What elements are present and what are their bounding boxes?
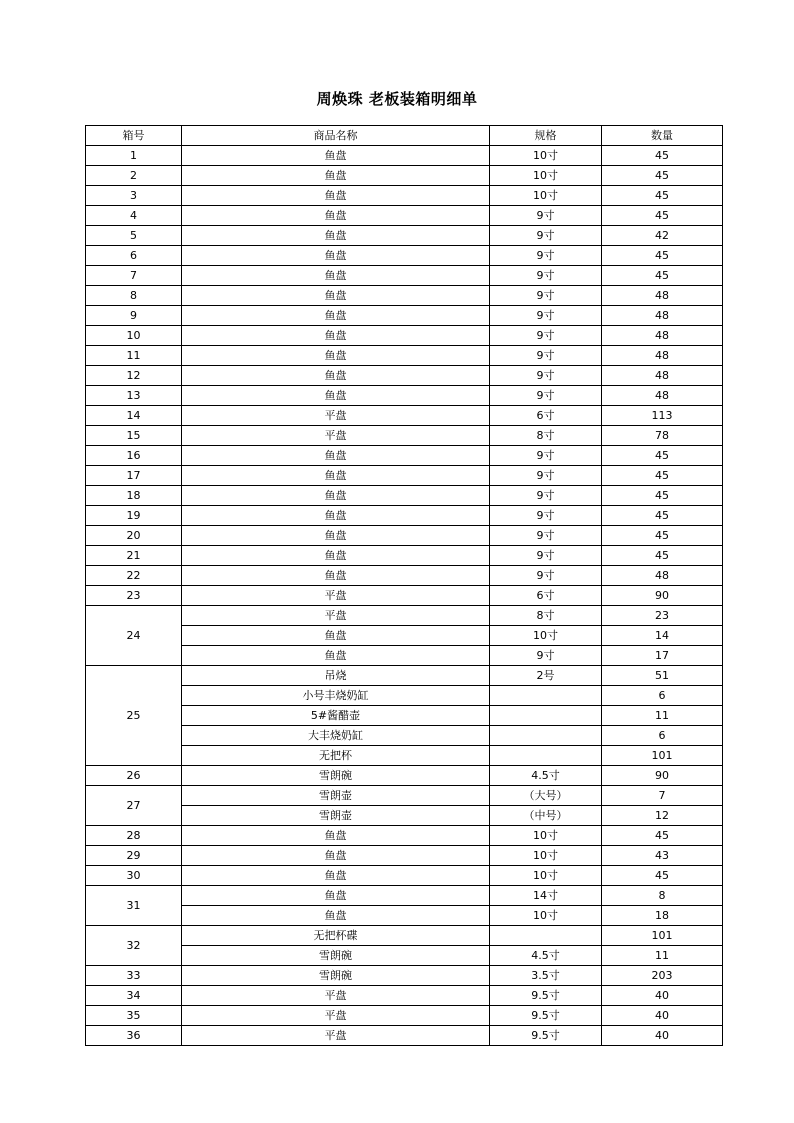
spec-cell: 8寸 <box>490 606 602 626</box>
quantity-cell: 40 <box>602 1006 723 1026</box>
quantity-cell: 90 <box>602 586 723 606</box>
table-row <box>86 906 723 926</box>
box-number-cell: 28 <box>86 826 182 846</box>
box-number-cell: 6 <box>86 246 182 266</box>
box-number-cell: 9 <box>86 306 182 326</box>
product-name-cell: 平盘 <box>182 986 490 1006</box>
table-row <box>86 586 723 606</box>
product-name-cell: 鱼盘 <box>182 386 490 406</box>
table-row <box>86 526 723 546</box>
quantity-cell: 18 <box>602 906 723 926</box>
box-number-cell: 16 <box>86 446 182 466</box>
product-name-cell: 鱼盘 <box>182 486 490 506</box>
product-name-cell: 无把杯 <box>182 746 490 766</box>
table-row <box>86 186 723 206</box>
table-row <box>86 626 723 646</box>
product-name-cell: 大丰烧奶缸 <box>182 726 490 746</box>
box-number-cell: 8 <box>86 286 182 306</box>
box-number-cell: 24 <box>86 606 182 666</box>
product-name-cell: 鱼盘 <box>182 526 490 546</box>
product-name-cell: 雪朗碗 <box>182 966 490 986</box>
box-number-cell: 21 <box>86 546 182 566</box>
quantity-cell: 101 <box>602 926 723 946</box>
table-row <box>86 666 723 686</box>
box-number-cell: 32 <box>86 926 182 966</box>
box-number-cell: 3 <box>86 186 182 206</box>
product-name-cell: 鱼盘 <box>182 206 490 226</box>
product-name-cell: 平盘 <box>182 1006 490 1026</box>
box-number-cell: 26 <box>86 766 182 786</box>
product-name-cell: 鱼盘 <box>182 226 490 246</box>
spec-cell: （中号） <box>490 806 602 826</box>
product-name-cell: 鱼盘 <box>182 506 490 526</box>
spec-cell: 9寸 <box>490 226 602 246</box>
quantity-cell: 12 <box>602 806 723 826</box>
box-number-cell: 10 <box>86 326 182 346</box>
spec-cell: 9寸 <box>490 546 602 566</box>
box-number-cell: 12 <box>86 366 182 386</box>
spec-cell: 9寸 <box>490 206 602 226</box>
table-row <box>86 426 723 446</box>
spec-cell: 9寸 <box>490 566 602 586</box>
spec-cell: 10寸 <box>490 186 602 206</box>
table-row <box>86 1026 723 1046</box>
spec-cell: 9寸 <box>490 306 602 326</box>
table-row <box>86 326 723 346</box>
spec-cell: 4.5寸 <box>490 766 602 786</box>
quantity-cell: 45 <box>602 466 723 486</box>
product-name-cell: 鱼盘 <box>182 466 490 486</box>
spec-cell: 9寸 <box>490 386 602 406</box>
product-name-cell: 无把杯碟 <box>182 926 490 946</box>
quantity-cell: 101 <box>602 746 723 766</box>
quantity-cell: 45 <box>602 826 723 846</box>
box-number-cell: 2 <box>86 166 182 186</box>
spec-cell: 9.5寸 <box>490 1026 602 1046</box>
table-body <box>86 146 723 1046</box>
spec-cell <box>490 926 602 946</box>
spec-cell: 9寸 <box>490 646 602 666</box>
box-number-cell: 30 <box>86 866 182 886</box>
quantity-cell: 45 <box>602 206 723 226</box>
quantity-cell: 40 <box>602 1026 723 1046</box>
product-name-cell: 鱼盘 <box>182 286 490 306</box>
quantity-cell: 6 <box>602 686 723 706</box>
table-row <box>86 346 723 366</box>
quantity-cell: 45 <box>602 146 723 166</box>
table-row <box>86 726 723 746</box>
product-name-cell: 鱼盘 <box>182 306 490 326</box>
quantity-cell: 14 <box>602 626 723 646</box>
product-name-cell: 雪朗壶 <box>182 806 490 826</box>
quantity-cell: 11 <box>602 946 723 966</box>
quantity-cell: 48 <box>602 306 723 326</box>
spec-cell <box>490 686 602 706</box>
table-row <box>86 166 723 186</box>
table-row <box>86 766 723 786</box>
product-name-cell: 平盘 <box>182 1026 490 1046</box>
spec-cell: 9寸 <box>490 266 602 286</box>
product-name-cell: 鱼盘 <box>182 446 490 466</box>
quantity-cell: 48 <box>602 326 723 346</box>
product-name-cell: 鱼盘 <box>182 866 490 886</box>
box-number-cell: 18 <box>86 486 182 506</box>
table-row <box>86 386 723 406</box>
spec-cell: 9.5寸 <box>490 986 602 1006</box>
spec-cell: 2号 <box>490 666 602 686</box>
quantity-cell: 43 <box>602 846 723 866</box>
spec-cell <box>490 706 602 726</box>
quantity-cell: 45 <box>602 486 723 506</box>
box-number-cell: 15 <box>86 426 182 446</box>
quantity-cell: 45 <box>602 446 723 466</box>
quantity-cell: 45 <box>602 866 723 886</box>
table-row <box>86 466 723 486</box>
product-name-cell: 鱼盘 <box>182 546 490 566</box>
box-number-cell: 5 <box>86 226 182 246</box>
spec-cell: 14寸 <box>490 886 602 906</box>
product-name-cell: 鱼盘 <box>182 906 490 926</box>
table-row <box>86 566 723 586</box>
box-number-cell: 14 <box>86 406 182 426</box>
quantity-cell: 7 <box>602 786 723 806</box>
table-row <box>86 366 723 386</box>
header-quantity: 数量 <box>602 126 723 146</box>
table-row <box>86 926 723 946</box>
spec-cell: 10寸 <box>490 626 602 646</box>
quantity-cell: 45 <box>602 166 723 186</box>
quantity-cell: 45 <box>602 246 723 266</box>
spec-cell: （大号） <box>490 786 602 806</box>
spec-cell: 8寸 <box>490 426 602 446</box>
quantity-cell: 45 <box>602 266 723 286</box>
product-name-cell: 鱼盘 <box>182 146 490 166</box>
table-row <box>86 986 723 1006</box>
spec-cell: 9寸 <box>490 366 602 386</box>
product-name-cell: 鱼盘 <box>182 566 490 586</box>
spec-cell: 9寸 <box>490 286 602 306</box>
quantity-cell: 45 <box>602 546 723 566</box>
table-row <box>86 306 723 326</box>
table-row <box>86 826 723 846</box>
quantity-cell: 48 <box>602 366 723 386</box>
box-number-cell: 17 <box>86 466 182 486</box>
quantity-cell: 203 <box>602 966 723 986</box>
spec-cell: 9寸 <box>490 246 602 266</box>
spec-cell: 9寸 <box>490 446 602 466</box>
table-row <box>86 246 723 266</box>
table-row <box>86 686 723 706</box>
box-number-cell: 23 <box>86 586 182 606</box>
product-name-cell: 平盘 <box>182 606 490 626</box>
header-product-name: 商品名称 <box>182 126 490 146</box>
box-number-cell: 25 <box>86 666 182 766</box>
product-name-cell: 鱼盘 <box>182 326 490 346</box>
table-row <box>86 646 723 666</box>
quantity-cell: 48 <box>602 386 723 406</box>
box-number-cell: 35 <box>86 1006 182 1026</box>
quantity-cell: 42 <box>602 226 723 246</box>
product-name-cell: 鱼盘 <box>182 646 490 666</box>
product-name-cell: 鱼盘 <box>182 346 490 366</box>
product-name-cell: 鱼盘 <box>182 166 490 186</box>
table-row <box>86 946 723 966</box>
spec-cell: 9寸 <box>490 506 602 526</box>
spec-cell: 10寸 <box>490 906 602 926</box>
spec-cell: 9寸 <box>490 486 602 506</box>
product-name-cell: 鱼盘 <box>182 886 490 906</box>
box-number-cell: 29 <box>86 846 182 866</box>
product-name-cell: 鱼盘 <box>182 366 490 386</box>
table-row <box>86 886 723 906</box>
product-name-cell: 鱼盘 <box>182 846 490 866</box>
spec-cell: 9寸 <box>490 466 602 486</box>
product-name-cell: 鱼盘 <box>182 826 490 846</box>
table-row <box>86 1006 723 1026</box>
table-row <box>86 966 723 986</box>
quantity-cell: 78 <box>602 426 723 446</box>
box-number-cell: 34 <box>86 986 182 1006</box>
product-name-cell: 雪朗壶 <box>182 786 490 806</box>
spec-cell: 4.5寸 <box>490 946 602 966</box>
quantity-cell: 23 <box>602 606 723 626</box>
product-name-cell: 鱼盘 <box>182 246 490 266</box>
box-number-cell: 11 <box>86 346 182 366</box>
quantity-cell: 17 <box>602 646 723 666</box>
spec-cell: 6寸 <box>490 406 602 426</box>
table-row <box>86 606 723 626</box>
box-number-cell: 20 <box>86 526 182 546</box>
spec-cell: 9寸 <box>490 346 602 366</box>
header-spec: 规格 <box>490 126 602 146</box>
product-name-cell: 小号丰烧奶缸 <box>182 686 490 706</box>
table-row <box>86 746 723 766</box>
table-header-row <box>86 126 723 146</box>
product-name-cell: 鱼盘 <box>182 186 490 206</box>
quantity-cell: 45 <box>602 506 723 526</box>
spec-cell: 3.5寸 <box>490 966 602 986</box>
product-name-cell: 平盘 <box>182 586 490 606</box>
box-number-cell: 13 <box>86 386 182 406</box>
quantity-cell: 8 <box>602 886 723 906</box>
box-number-cell: 7 <box>86 266 182 286</box>
box-number-cell: 22 <box>86 566 182 586</box>
quantity-cell: 45 <box>602 526 723 546</box>
table-row <box>86 266 723 286</box>
quantity-cell: 48 <box>602 286 723 306</box>
box-number-cell: 19 <box>86 506 182 526</box>
table-row <box>86 546 723 566</box>
spec-cell: 9寸 <box>490 526 602 546</box>
table-row <box>86 286 723 306</box>
header-box-number: 箱号 <box>86 126 182 146</box>
spec-cell: 10寸 <box>490 166 602 186</box>
quantity-cell: 51 <box>602 666 723 686</box>
quantity-cell: 113 <box>602 406 723 426</box>
table-row <box>86 146 723 166</box>
quantity-cell: 11 <box>602 706 723 726</box>
product-name-cell: 平盘 <box>182 406 490 426</box>
table-row <box>86 706 723 726</box>
box-number-cell: 36 <box>86 1026 182 1046</box>
box-number-cell: 33 <box>86 966 182 986</box>
quantity-cell: 48 <box>602 346 723 366</box>
box-number-cell: 27 <box>86 786 182 826</box>
product-name-cell: 平盘 <box>182 426 490 446</box>
quantity-cell: 40 <box>602 986 723 1006</box>
quantity-cell: 48 <box>602 566 723 586</box>
table-row <box>86 846 723 866</box>
spec-cell <box>490 746 602 766</box>
table-row <box>86 786 723 806</box>
document-title: 周焕珠 老板装箱明细单 <box>316 90 478 108</box>
spec-cell: 10寸 <box>490 866 602 886</box>
table-row <box>86 866 723 886</box>
table-row <box>86 446 723 466</box>
product-name-cell: 吊烧 <box>182 666 490 686</box>
table-row <box>86 406 723 426</box>
spec-cell: 10寸 <box>490 146 602 166</box>
spec-cell: 10寸 <box>490 846 602 866</box>
box-number-cell: 4 <box>86 206 182 226</box>
product-name-cell: 鱼盘 <box>182 266 490 286</box>
box-number-cell: 31 <box>86 886 182 926</box>
table-row <box>86 206 723 226</box>
product-name-cell: 雪朗碗 <box>182 766 490 786</box>
quantity-cell: 6 <box>602 726 723 746</box>
product-name-cell: 5#酱醋壶 <box>182 706 490 726</box>
table-row <box>86 506 723 526</box>
quantity-cell: 45 <box>602 186 723 206</box>
product-name-cell: 鱼盘 <box>182 626 490 646</box>
table-row <box>86 226 723 246</box>
spec-cell: 6寸 <box>490 586 602 606</box>
spec-cell: 9寸 <box>490 326 602 346</box>
quantity-cell: 90 <box>602 766 723 786</box>
spec-cell: 10寸 <box>490 826 602 846</box>
table-row <box>86 486 723 506</box>
packing-list-table <box>85 125 723 1046</box>
product-name-cell: 雪朗碗 <box>182 946 490 966</box>
box-number-cell: 1 <box>86 146 182 166</box>
spec-cell <box>490 726 602 746</box>
table-row <box>86 806 723 826</box>
spec-cell: 9.5寸 <box>490 1006 602 1026</box>
